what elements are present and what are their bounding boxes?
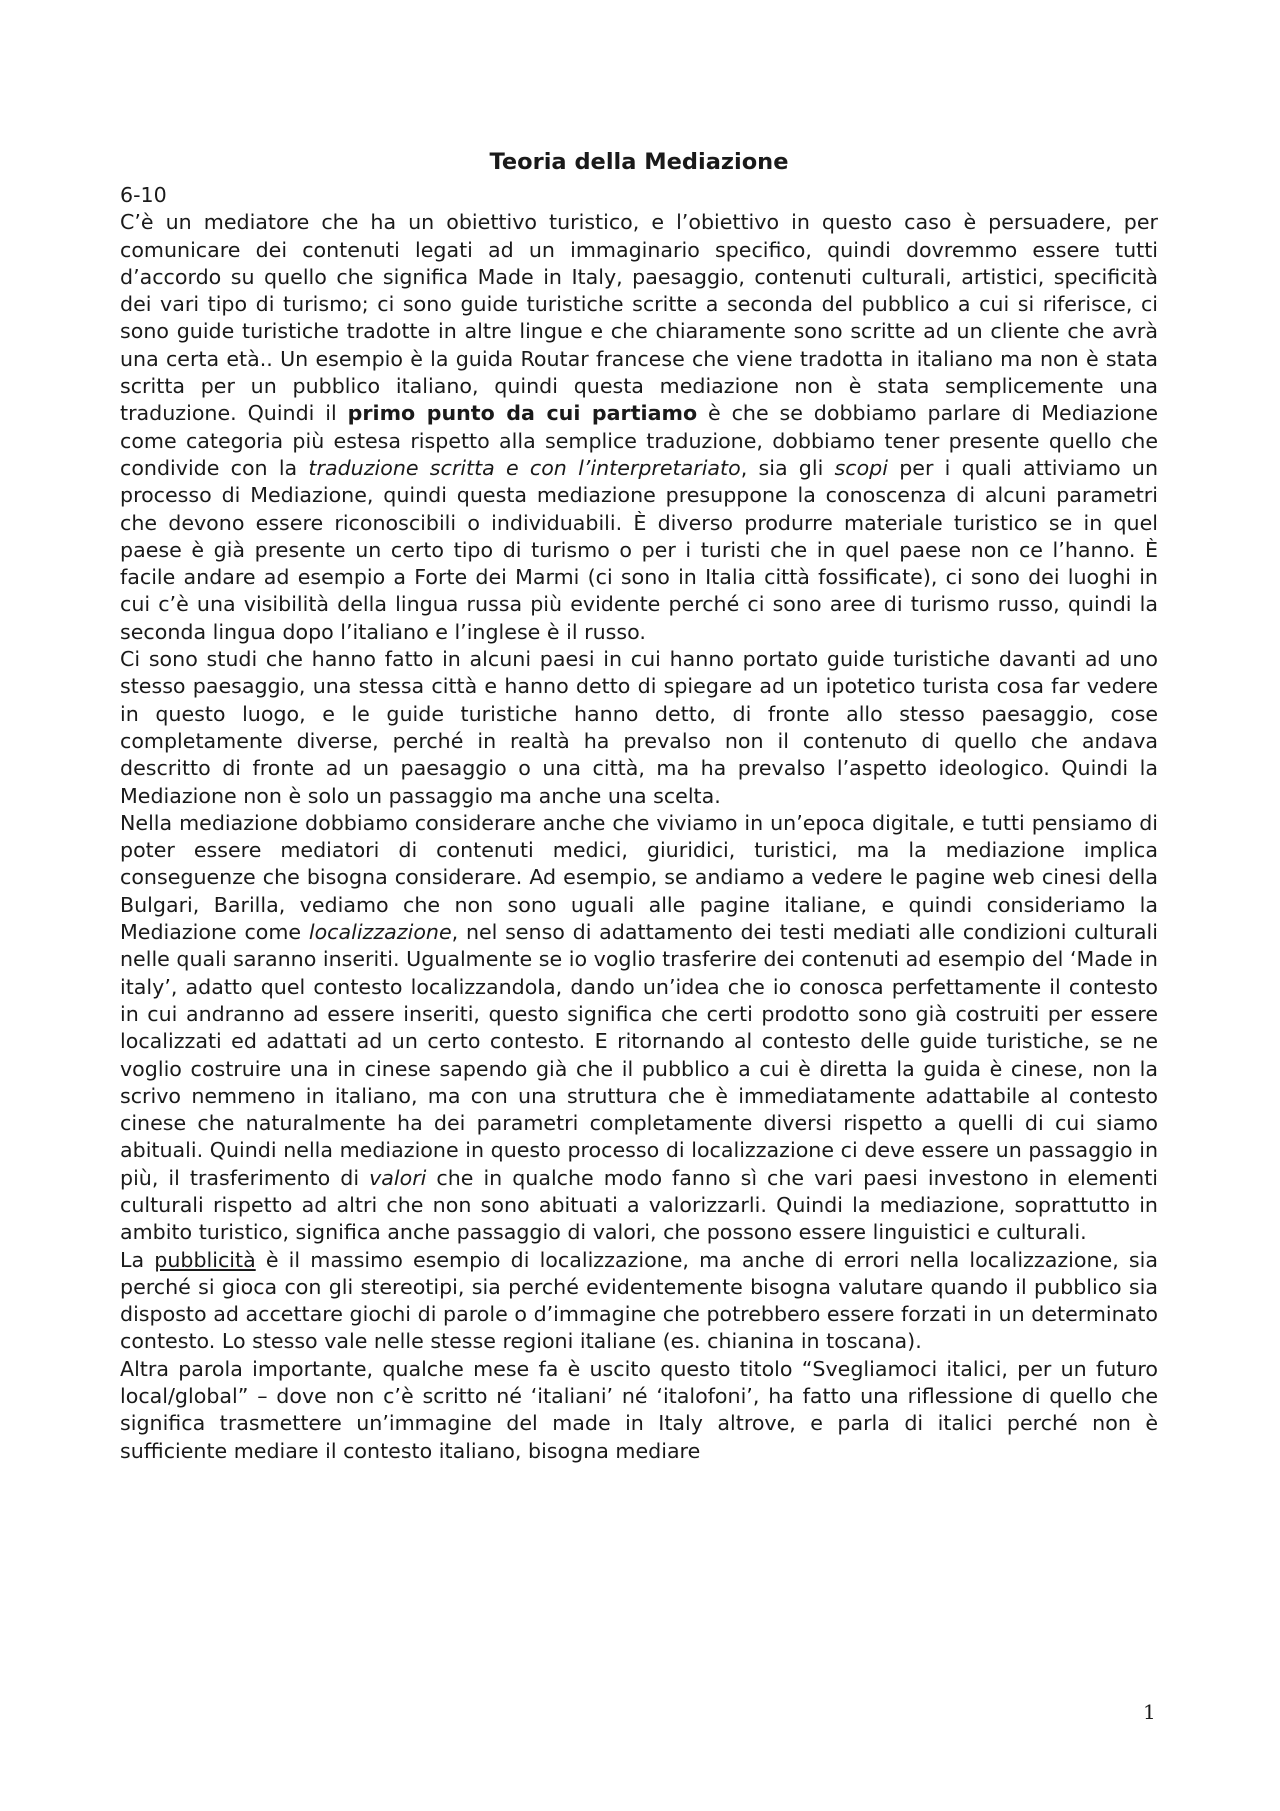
text-run: Nella mediazione dobbiamo considerare anche che viviamo in un’epoca digitale, e tutti pensiamo di poter essere mediatori di contenuti medici, giuridici, turistici, ma la mediazione implica conseguenze che bisogna considerare. Ad esempio, se andiamo a vedere le pagine web cinesi della Bulgari, Barilla, vediamo che non sono uguali alle pagine italiane, e quindi consideriamo la Mediazione come: [120, 810, 1158, 945]
bold-phrase: primo punto da cui partiamo: [347, 401, 698, 426]
text-run: Ci sono studi che hanno fatto in alcuni paesi in cui hanno portato guide turistiche davanti ad uno stesso paesaggio, una stessa città e hanno detto di spiegare ad un ipotetico turista cosa far vedere in questo luogo, e le guide turistiche hanno detto, di fronte allo stesso paesaggio, cose completamente diverse, perché in realtà ha prevalso non il contenuto di quello che andava descritto di fronte ad un paesaggio o una città, ma ha prevalso l’aspetto ideologico. Quindi la Mediazione non è solo un passaggio ma anche una scelta.: [120, 647, 1158, 808]
text-run: , nel senso di adattamento dei testi mediati alle condizioni culturali nelle quali saranno inseriti. Ugualmente se io voglio trasferire dei contenuti ad esempio del ‘Made in italy’, adatto quel contesto localizzandola, dando un’idea che io conosca perfettamente il contesto in cui andranno ad essere inseriti, questo significa che certi prodotto sono già costruiti per essere localizzati ed adattati ad un certo contesto. E ritornando al contesto delle guide turistiche, se ne voglio costruire una in cinese sapendo già che il pubblico a cui è diretta la guida è cinese, non la scrivo nemmeno in italiano, ma con una struttura che è immediatamente adattabile al contesto cinese che naturalmente ha dei parametri completamente diversi rispetto a quelli di cui siamo abituali. Quindi nella mediazione in questo processo di localizzazione ci deve essere un passaggio in più, il trasferimento di: [120, 920, 1158, 1190]
text-run: , sia gli: [740, 455, 835, 480]
italic-phrase: localizzazione: [308, 920, 452, 945]
text-run: Altra parola importante, qualche mese fa è uscito questo titolo “Svegliamoci italici, per un futuro local/global” – dove non c’è scritto né ‘italiani’ né ‘italofoni’, ha fatto una riflessione di quello che significa trasmettere un’immagine del made in Italy altrove, e parla di italici perché non è sufficiente mediare il contesto italiano, bisogna mediare: [120, 1356, 1158, 1463]
italic-phrase: valori: [369, 1165, 427, 1190]
italic-phrase: traduzione scritta e con l’interpretariato: [308, 455, 741, 480]
document-body: [120, 148, 1158, 1465]
paragraph-1: [120, 209, 1158, 646]
lecture-date: 6-10: [120, 183, 167, 207]
paragraph-3: [120, 810, 1158, 1247]
text-run: per i quali attiviamo un processo di Mediazione, quindi questa mediazione presuppone la conoscenza di alcuni parametri che devono essere riconoscibili o individuabili. È diverso produrre materiale turistico se in quel paese è già presente un certo tipo di turismo o per i turisti che in quel paese non ce l’hanno. È facile andare ad esempio a Forte dei Marmi (ci sono in Italia città fossificate), ci sono dei luoghi in cui c’è una visibilità della lingua russa più evidente perché ci sono aree di turismo russo, quindi la seconda lingua dopo l’italiano e l’inglese è il russo.: [120, 455, 1158, 644]
page-number: 1: [1143, 1700, 1156, 1724]
paragraph-4: [120, 1247, 1158, 1356]
text-run: è il massimo esempio di localizzazione, ma anche di errori nella localizzazione, sia perché si gioca con gli stereotipi, sia perché evidentemente bisogna valutare quando il pubblico sia disposto ad accettare giochi di parole o d’immagine che potrebbero essere forzati in un determinato contesto. Lo stesso vale nelle stesse regioni italiane (es. chianina in toscana).: [120, 1247, 1158, 1354]
document-title: Teoria della Mediazione: [489, 149, 789, 175]
text-run: è che se dobbiamo parlare di Mediazione come categoria più estesa rispetto alla semplice traduzione, dobbiamo tener presente quello che condivide con la: [120, 401, 1158, 480]
italic-phrase: scopi: [834, 455, 888, 480]
text-run: C’è un mediatore che ha un obiettivo turistico, e l’obiettivo in questo caso è persuadere, per comunicare dei contenuti legati ad un immaginario specifico, quindi dovremmo essere tutti d’accordo su quello che significa Made in Italy, paesaggio, contenuti culturali, artistici, specificità dei vari tipo di turismo; ci sono guide turistiche scritte a seconda del pubblico a cui si riferisce, ci sono guide turistiche tradotte in altre lingue e che chiaramente sono scritte ad un cliente che avrà una certa età.. Un esempio è la guida Routar francese che viene tradotta in italiano ma non è stata scritta per un pubblico italiano, quindi questa mediazione non è stata semplicemente una traduzione. Quindi il: [120, 210, 1158, 426]
paragraph-2: [120, 646, 1158, 810]
underlined-phrase: pubblicità: [154, 1247, 256, 1272]
text-run: che in qualche modo fanno sì che vari paesi investono in elementi culturali rispetto ad altri che non sono abituati a valorizzarli. Quindi la mediazione, soprattutto in ambito turistico, significa anche passaggio di valori, che possono essere linguistici e culturali.: [120, 1165, 1158, 1245]
paragraph-5: [120, 1356, 1158, 1465]
text-run: La: [120, 1247, 155, 1272]
